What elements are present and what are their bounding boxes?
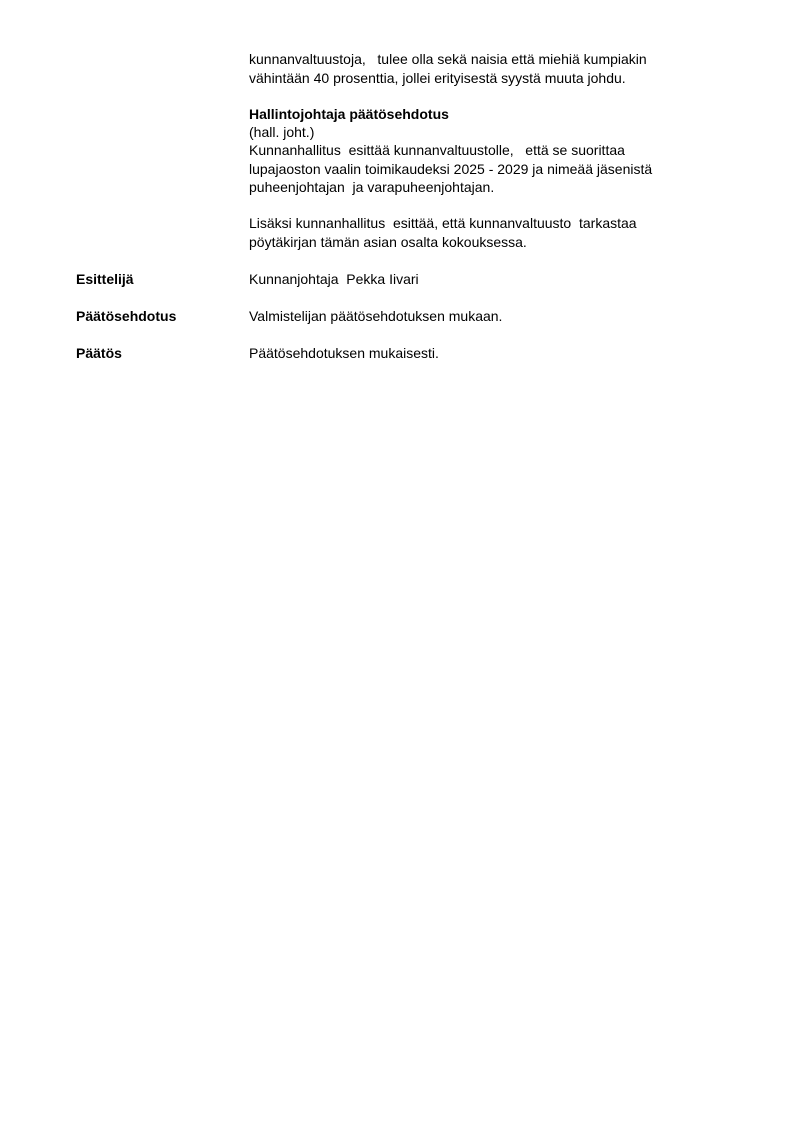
decision-proposal-value: Valmistelijan päätösehdotuksen mukaan. [249,308,503,324]
proposal-paragraph-2-line-2: pöytäkirjan tämän asian osalta kokouksessa. [249,234,527,250]
presenter-value: Kunnanjohtaja Pekka Iivari [249,271,419,287]
proposal-paragraph-2-line-1: Lisäksi kunnanhallitus esittää, että kunnanvaltuusto tarkastaa [249,215,637,231]
intro-line-2: vähintään 40 prosenttia, jollei erityisestä syystä muuta johdu. [249,70,626,86]
presenter-label: Esittelijä [76,271,134,287]
proposal-paragraph-1-line-2: lupajaoston vaalin toimikaudeksi 2025 - 2029 ja nimeää jäsenistä [249,161,653,177]
decision-label: Päätös [76,345,122,361]
proposal-subheading: (hall. joht.) [249,124,315,140]
intro-line-1: kunnanvaltuustoja, tulee olla sekä naisia että miehiä kumpiakin [249,51,647,67]
proposal-paragraph-1-line-3: puheenjohtajan ja varapuheenjohtajan. [249,179,495,195]
proposal-heading: Hallintojohtaja päätösehdotus [249,106,449,122]
decision-proposal-label: Päätösehdotus [76,308,177,324]
proposal-paragraph-1-line-1: Kunnanhallitus esittää kunnanvaltuustolle, että se suorittaa [249,142,625,158]
decision-value: Päätösehdotuksen mukaisesti. [249,345,439,361]
